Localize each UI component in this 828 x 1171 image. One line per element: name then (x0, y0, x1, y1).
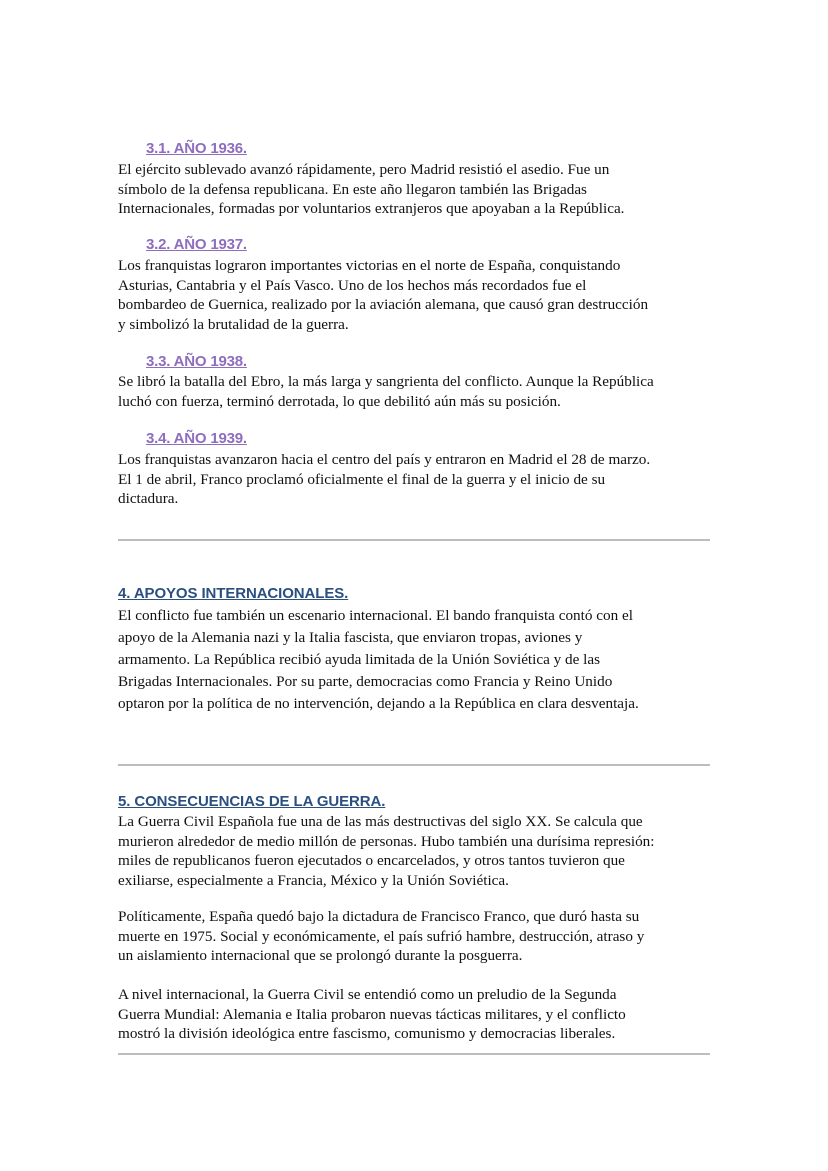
heading-1936: 3.1. AÑO 1936. (146, 140, 247, 157)
section-divider (118, 1053, 710, 1055)
paragraph-apoyos (118, 605, 718, 715)
text-line: exiliarse, especialmente a Francia, México y la Unión Soviética. (118, 871, 509, 889)
text-line: bombardeo de Guernica, realizado por la aviación alemana, que causó gran destrucción (118, 296, 649, 313)
text-line: Políticamente, España quedó bajo la dictadura de Francisco Franco, que duró hasta su (118, 908, 640, 925)
paragraph-1936 (118, 160, 718, 219)
text-line: murieron alrededor de medio millón de personas. Hubo también una durísima represión: (118, 832, 655, 850)
text-line: Internacionales, formadas por voluntarios extranjeros que apoyaban a la República. (118, 200, 625, 217)
text-line: Asturias, Cantabria y el País Vasco. Uno de los hechos más recordados fue el (118, 276, 587, 294)
heading-1938: 3.3. AÑO 1938. (146, 353, 247, 370)
text-line: El conflicto fue también un escenario internacional. El bando franquista contó con el (118, 607, 633, 624)
heading-1939: 3.4. AÑO 1939. (146, 430, 247, 447)
paragraph-1939 (118, 450, 718, 509)
section-divider (118, 539, 710, 541)
text-line: La Guerra Civil Española fue una de las más destructivas del siglo XX. Se calcula que (118, 813, 643, 830)
paragraph-consecuencias-2 (118, 907, 718, 966)
text-line: A nivel internacional, la Guerra Civil se entendió como un preludio de la Segunda (118, 986, 617, 1003)
text-line: Los franquistas lograron importantes victorias en el norte de España, conquistando (118, 257, 621, 274)
heading-1937: 3.2. AÑO 1937. (146, 236, 247, 253)
paragraph-consecuencias-1 (118, 812, 718, 890)
text-line: Brigadas Internacionales. Por su parte, democracias como Francia y Reino Unido (118, 673, 613, 690)
text-line: El 1 de abril, Franco proclamó oficialmente el final de la guerra y el inicio de su (118, 470, 606, 488)
text-line: y simbolizó la brutalidad de la guerra. (118, 315, 349, 333)
heading-apoyos-internacionales: 4. APOYOS INTERNACIONALES. (118, 585, 349, 602)
text-line: Se libró la batalla del Ebro, la más larga y sangrienta del conflicto. Aunque la República (118, 373, 654, 390)
text-line: un aislamiento internacional que se prolongó durante la posguerra. (118, 947, 523, 964)
paragraph-consecuencias-3 (118, 985, 718, 1044)
text-line: El ejército sublevado avanzó rápidamente, pero Madrid resistió el asedio. Fue un (118, 161, 610, 178)
text-line: Los franquistas avanzaron hacia el centro del país y entraron en Madrid el 28 de marzo. (118, 451, 651, 468)
text-line: muerte en 1975. Social y económicamente, el país sufrió hambre, destrucción, atraso y (118, 927, 645, 945)
text-line: optaron por la política de no intervención, dejando a la República en clara desventaja. (118, 695, 639, 712)
text-line: símbolo de la defensa republicana. En este año llegaron también las Brigadas (118, 180, 587, 198)
text-line: luchó con fuerza, terminó derrotada, lo que debilitó aún más su posición. (118, 392, 561, 410)
text-line: Guerra Mundial: Alemania e Italia probaron nuevas tácticas militares, y el conflicto (118, 1005, 626, 1023)
paragraph-1938 (118, 372, 718, 411)
paragraph-1937 (118, 256, 718, 334)
text-line: dictadura. (118, 490, 179, 507)
text-line: apoyo de la Alemania nazi y la Italia fascista, que enviaron tropas, aviones y (118, 629, 583, 646)
text-line: armamento. La República recibió ayuda limitada de la Unión Soviética y de las (118, 651, 601, 668)
text-line: mostró la división ideológica entre fascismo, comunismo y democracias liberales. (118, 1025, 616, 1042)
section-divider (118, 764, 710, 766)
text-line: miles de republicanos fueron ejecutados o encarcelados, y otros tantos tuvieron que (118, 852, 625, 869)
heading-consecuencias: 5. CONSECUENCIAS DE LA GUERRA. (118, 793, 386, 810)
